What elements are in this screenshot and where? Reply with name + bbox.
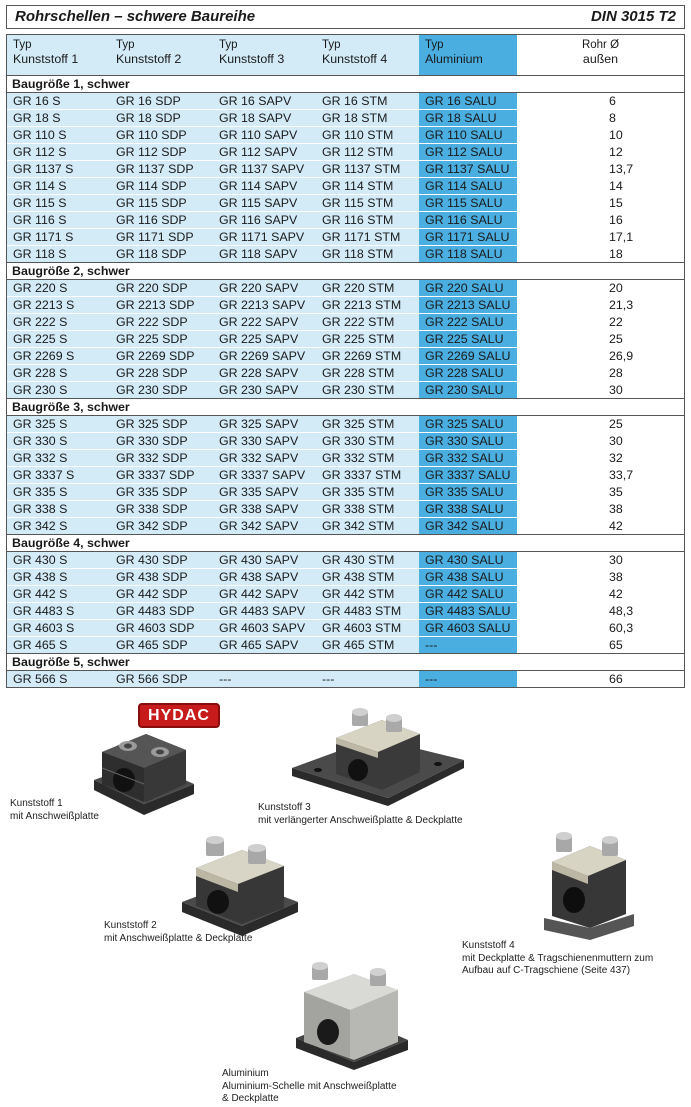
kunststoff-2-cell: GR 442 SDP [110, 586, 213, 603]
kunststoff-3-cell: GR 4483 SAPV [213, 603, 316, 620]
rohr-diameter-cell: 30 [517, 552, 684, 569]
table-row [7, 314, 684, 331]
table-row [7, 229, 684, 246]
aluminium-cell: GR 1137 SALU [419, 161, 517, 178]
kunststoff-2-cell: GR 228 SDP [110, 365, 213, 382]
table-row [7, 348, 684, 365]
kunststoff-3-cell: GR 338 SAPV [213, 501, 316, 518]
kunststoff-1-cell: GR 114 S [7, 178, 110, 195]
table-row [7, 501, 684, 518]
aluminium-cell: GR 16 SALU [419, 93, 517, 110]
kunststoff-2-cell: GR 118 SDP [110, 246, 213, 263]
aluminium-cell: GR 116 SALU [419, 212, 517, 229]
rohr-diameter-cell: 17,1 [517, 229, 684, 246]
kunststoff-4-cell: GR 335 STM [316, 484, 419, 501]
kunststoff-4-cell: GR 330 STM [316, 433, 419, 450]
column-header-kunststoff-2: Typ Kunststoff 2 [110, 35, 213, 76]
kunststoff-3-cell: GR 118 SAPV [213, 246, 316, 263]
kunststoff-4-cell: GR 116 STM [316, 212, 419, 229]
rohr-diameter-cell: 10 [517, 127, 684, 144]
rohr-diameter-cell: 66 [517, 671, 684, 688]
group-label: Baugröße 5, schwer [7, 654, 684, 671]
kunststoff-3-cell: GR 465 SAPV [213, 637, 316, 654]
kunststoff-3-cell: GR 230 SAPV [213, 382, 316, 399]
kunststoff-3-cell: GR 1137 SAPV [213, 161, 316, 178]
kunststoff-2-cell: GR 465 SDP [110, 637, 213, 654]
kunststoff-4-cell: GR 438 STM [316, 569, 419, 586]
kunststoff-1-cell: GR 338 S [7, 501, 110, 518]
kunststoff-3-cell: GR 16 SAPV [213, 93, 316, 110]
kunststoff-2-cell: GR 4603 SDP [110, 620, 213, 637]
aluminium-cell: GR 115 SALU [419, 195, 517, 212]
kunststoff-2-cell: GR 335 SDP [110, 484, 213, 501]
aluminium-cell: GR 430 SALU [419, 552, 517, 569]
kunststoff-1-cell: GR 335 S [7, 484, 110, 501]
kunststoff-1-cell: GR 118 S [7, 246, 110, 263]
kunststoff-4-cell: --- [316, 671, 419, 688]
column-header-kunststoff-3: Typ Kunststoff 3 [213, 35, 316, 76]
kunststoff-2-cell: GR 1137 SDP [110, 161, 213, 178]
kunststoff-3-cell: GR 222 SAPV [213, 314, 316, 331]
table-row [7, 382, 684, 399]
kunststoff-3-cell: GR 325 SAPV [213, 416, 316, 433]
table-row [7, 569, 684, 586]
kunststoff-3-cell: GR 1171 SAPV [213, 229, 316, 246]
aluminium-cell: GR 330 SALU [419, 433, 517, 450]
caption-kunststoff-1: Kunststoff 1 mit Anschweißplatte [10, 798, 99, 822]
kunststoff-1-cell: GR 342 S [7, 518, 110, 535]
rohr-diameter-cell: 16 [517, 212, 684, 229]
kunststoff-1-cell: GR 4483 S [7, 603, 110, 620]
kunststoff-2-cell: GR 16 SDP [110, 93, 213, 110]
column-header-rohr-diameter: Rohr Ø außen [517, 35, 684, 76]
rohr-diameter-cell: 25 [517, 331, 684, 348]
rohr-diameter-cell: 48,3 [517, 603, 684, 620]
rohr-diameter-cell: 38 [517, 569, 684, 586]
rohr-diameter-cell: 33,7 [517, 467, 684, 484]
kunststoff-4-cell: GR 16 STM [316, 93, 419, 110]
table-row [7, 246, 684, 263]
kunststoff-4-cell: GR 3337 STM [316, 467, 419, 484]
rohr-diameter-cell: 32 [517, 450, 684, 467]
kunststoff-2-cell: GR 115 SDP [110, 195, 213, 212]
aluminium-cell: GR 332 SALU [419, 450, 517, 467]
rohr-diameter-cell: 26,9 [517, 348, 684, 365]
aluminium-cell: GR 2269 SALU [419, 348, 517, 365]
kunststoff-2-cell: GR 566 SDP [110, 671, 213, 688]
kunststoff-3-cell: GR 430 SAPV [213, 552, 316, 569]
kunststoff-1-cell: GR 465 S [7, 637, 110, 654]
page-title: Rohrschellen – schwere Baureihe [15, 8, 256, 25]
table-row [7, 586, 684, 603]
aluminium-cell: GR 4483 SALU [419, 603, 517, 620]
kunststoff-2-cell: GR 342 SDP [110, 518, 213, 535]
table-row [7, 161, 684, 178]
rohr-diameter-cell: 22 [517, 314, 684, 331]
kunststoff-2-cell: GR 2213 SDP [110, 297, 213, 314]
table-row [7, 637, 684, 654]
group-label: Baugröße 1, schwer [7, 76, 684, 93]
page-header [6, 5, 685, 29]
kunststoff-2-cell: GR 225 SDP [110, 331, 213, 348]
kunststoff-3-cell: GR 228 SAPV [213, 365, 316, 382]
kunststoff-4-cell: GR 430 STM [316, 552, 419, 569]
group-header-row [7, 535, 684, 552]
rohr-diameter-cell: 42 [517, 586, 684, 603]
kunststoff-2-cell: GR 438 SDP [110, 569, 213, 586]
kunststoff-4-cell: GR 112 STM [316, 144, 419, 161]
kunststoff-4-cell: GR 115 STM [316, 195, 419, 212]
kunststoff-3-cell: GR 4603 SAPV [213, 620, 316, 637]
aluminium-cell: GR 114 SALU [419, 178, 517, 195]
column-header-kunststoff-1: Typ Kunststoff 1 [7, 35, 110, 76]
kunststoff-3-cell: GR 18 SAPV [213, 110, 316, 127]
rohr-diameter-cell: 30 [517, 433, 684, 450]
kunststoff-3-cell: GR 2269 SAPV [213, 348, 316, 365]
kunststoff-1-cell: GR 228 S [7, 365, 110, 382]
kunststoff-1-cell: GR 332 S [7, 450, 110, 467]
kunststoff-1-cell: GR 220 S [7, 280, 110, 297]
kunststoff-3-cell: GR 225 SAPV [213, 331, 316, 348]
rohr-diameter-cell: 35 [517, 484, 684, 501]
kunststoff-3-cell: GR 112 SAPV [213, 144, 316, 161]
kunststoff-3-cell: GR 3337 SAPV [213, 467, 316, 484]
aluminium-cell: GR 442 SALU [419, 586, 517, 603]
kunststoff-2-cell: GR 18 SDP [110, 110, 213, 127]
table-row [7, 280, 684, 297]
kunststoff-1-cell: GR 442 S [7, 586, 110, 603]
aluminium-cell: GR 438 SALU [419, 569, 517, 586]
kunststoff-1-cell: GR 1171 S [7, 229, 110, 246]
kunststoff-1-cell: GR 566 S [7, 671, 110, 688]
kunststoff-4-cell: GR 325 STM [316, 416, 419, 433]
caption-kunststoff-2: Kunststoff 2 mit Anschweißplatte & Deckplatte [104, 920, 253, 944]
caption-kunststoff-4: Kunststoff 4 mit Deckplatte & Tragschienenmuttern zum Aufbau auf C-Tragschiene (Seite 437) [462, 940, 654, 976]
kunststoff-1-cell: GR 225 S [7, 331, 110, 348]
kunststoff-4-cell: GR 114 STM [316, 178, 419, 195]
aluminium-cell: --- [419, 637, 517, 654]
aluminium-cell: GR 18 SALU [419, 110, 517, 127]
kunststoff-1-cell: GR 230 S [7, 382, 110, 399]
aluminium-cell: GR 112 SALU [419, 144, 517, 161]
kunststoff-1-cell: GR 112 S [7, 144, 110, 161]
group-header-row [7, 263, 684, 280]
kunststoff-2-cell: GR 2269 SDP [110, 348, 213, 365]
kunststoff-4-cell: GR 18 STM [316, 110, 419, 127]
table-row [7, 178, 684, 195]
aluminium-cell: GR 225 SALU [419, 331, 517, 348]
aluminium-cell: GR 228 SALU [419, 365, 517, 382]
norm-label: DIN 3015 T2 [590, 8, 676, 25]
rohr-diameter-cell: 20 [517, 280, 684, 297]
kunststoff-1-cell: GR 330 S [7, 433, 110, 450]
group-label: Baugröße 3, schwer [7, 399, 684, 416]
rohr-diameter-cell: 60,3 [517, 620, 684, 637]
kunststoff-4-cell: GR 442 STM [316, 586, 419, 603]
kunststoff-1-cell: GR 2213 S [7, 297, 110, 314]
group-header-row [7, 399, 684, 416]
group-label: Baugröße 2, schwer [7, 263, 684, 280]
kunststoff-1-cell: GR 1137 S [7, 161, 110, 178]
table-row [7, 331, 684, 348]
table-row [7, 433, 684, 450]
aluminium-cell: GR 220 SALU [419, 280, 517, 297]
kunststoff-4-cell: GR 230 STM [316, 382, 419, 399]
group-header-row [7, 76, 684, 93]
kunststoff-2-cell: GR 112 SDP [110, 144, 213, 161]
kunststoff-2-cell: GR 116 SDP [110, 212, 213, 229]
hydac-logo: HYDAC [138, 703, 220, 728]
aluminium-cell: --- [419, 671, 517, 688]
rohr-diameter-cell: 15 [517, 195, 684, 212]
kunststoff-4-cell: GR 1137 STM [316, 161, 419, 178]
aluminium-cell: GR 342 SALU [419, 518, 517, 535]
table-row [7, 127, 684, 144]
aluminium-cell: GR 110 SALU [419, 127, 517, 144]
rohr-diameter-cell: 8 [517, 110, 684, 127]
kunststoff-4-cell: GR 2213 STM [316, 297, 419, 314]
rohr-diameter-cell: 28 [517, 365, 684, 382]
rohr-diameter-cell: 42 [517, 518, 684, 535]
aluminium-cell: GR 230 SALU [419, 382, 517, 399]
table-row [7, 450, 684, 467]
table-row [7, 195, 684, 212]
kunststoff-4-cell: GR 4603 STM [316, 620, 419, 637]
kunststoff-4-cell: GR 332 STM [316, 450, 419, 467]
kunststoff-2-cell: GR 222 SDP [110, 314, 213, 331]
aluminium-cell: GR 2213 SALU [419, 297, 517, 314]
kunststoff-2-cell: GR 110 SDP [110, 127, 213, 144]
table-row [7, 671, 684, 688]
kunststoff-2-cell: GR 338 SDP [110, 501, 213, 518]
kunststoff-1-cell: GR 222 S [7, 314, 110, 331]
kunststoff-4-cell: GR 465 STM [316, 637, 419, 654]
kunststoff-2-cell: GR 1171 SDP [110, 229, 213, 246]
kunststoff-3-clamp-image [288, 698, 468, 808]
kunststoff-2-cell: GR 430 SDP [110, 552, 213, 569]
kunststoff-1-cell: GR 18 S [7, 110, 110, 127]
kunststoff-1-cell: GR 115 S [7, 195, 110, 212]
kunststoff-4-cell: GR 1171 STM [316, 229, 419, 246]
table-row [7, 552, 684, 569]
table-row [7, 93, 684, 110]
kunststoff-2-cell: GR 4483 SDP [110, 603, 213, 620]
kunststoff-4-cell: GR 118 STM [316, 246, 419, 263]
kunststoff-3-cell: GR 438 SAPV [213, 569, 316, 586]
column-header-aluminium: Typ Aluminium [419, 35, 517, 76]
kunststoff-3-cell: GR 330 SAPV [213, 433, 316, 450]
table-row [7, 144, 684, 161]
rohr-diameter-cell: 14 [517, 178, 684, 195]
caption-aluminium: Aluminium Aluminium-Schelle mit Anschweißplatte & Deckplatte [222, 1068, 397, 1104]
group-header-row [7, 654, 684, 671]
group-label: Baugröße 4, schwer [7, 535, 684, 552]
table-body [7, 76, 684, 688]
kunststoff-3-cell: GR 220 SAPV [213, 280, 316, 297]
rohr-diameter-cell: 6 [517, 93, 684, 110]
kunststoff-4-cell: GR 220 STM [316, 280, 419, 297]
table-row [7, 518, 684, 535]
kunststoff-4-cell: GR 110 STM [316, 127, 419, 144]
table-row [7, 467, 684, 484]
rohr-diameter-cell: 13,7 [517, 161, 684, 178]
rohr-diameter-cell: 21,3 [517, 297, 684, 314]
kunststoff-3-cell: GR 116 SAPV [213, 212, 316, 229]
aluminium-cell: GR 222 SALU [419, 314, 517, 331]
kunststoff-4-cell: GR 228 STM [316, 365, 419, 382]
kunststoff-1-cell: GR 110 S [7, 127, 110, 144]
kunststoff-3-cell: GR 335 SAPV [213, 484, 316, 501]
aluminium-cell: GR 325 SALU [419, 416, 517, 433]
aluminium-clamp-image [290, 958, 414, 1070]
kunststoff-1-cell: GR 16 S [7, 93, 110, 110]
table-row [7, 620, 684, 637]
kunststoff-3-cell: --- [213, 671, 316, 688]
kunststoff-1-cell: GR 2269 S [7, 348, 110, 365]
kunststoff-1-cell: GR 325 S [7, 416, 110, 433]
kunststoff-3-cell: GR 332 SAPV [213, 450, 316, 467]
kunststoff-3-cell: GR 342 SAPV [213, 518, 316, 535]
kunststoff-4-cell: GR 2269 STM [316, 348, 419, 365]
kunststoff-2-cell: GR 332 SDP [110, 450, 213, 467]
kunststoff-1-cell: GR 3337 S [7, 467, 110, 484]
kunststoff-2-cell: GR 220 SDP [110, 280, 213, 297]
kunststoff-2-cell: GR 330 SDP [110, 433, 213, 450]
kunststoff-4-clamp-image [530, 828, 642, 948]
table-row [7, 603, 684, 620]
rohr-diameter-cell: 38 [517, 501, 684, 518]
aluminium-cell: GR 335 SALU [419, 484, 517, 501]
kunststoff-1-clamp-image [88, 722, 198, 817]
kunststoff-3-cell: GR 2213 SAPV [213, 297, 316, 314]
kunststoff-3-cell: GR 114 SAPV [213, 178, 316, 195]
kunststoff-2-cell: GR 325 SDP [110, 416, 213, 433]
kunststoff-1-cell: GR 438 S [7, 569, 110, 586]
kunststoff-4-cell: GR 222 STM [316, 314, 419, 331]
kunststoff-1-cell: GR 116 S [7, 212, 110, 229]
aluminium-cell: GR 3337 SALU [419, 467, 517, 484]
rohr-diameter-cell: 30 [517, 382, 684, 399]
table-row [7, 416, 684, 433]
aluminium-cell: GR 118 SALU [419, 246, 517, 263]
rohr-diameter-cell: 25 [517, 416, 684, 433]
kunststoff-4-cell: GR 342 STM [316, 518, 419, 535]
kunststoff-2-cell: GR 3337 SDP [110, 467, 213, 484]
kunststoff-4-cell: GR 4483 STM [316, 603, 419, 620]
table-row [7, 365, 684, 382]
kunststoff-1-cell: GR 4603 S [7, 620, 110, 637]
table-row [7, 212, 684, 229]
product-table [7, 35, 684, 687]
kunststoff-1-cell: GR 430 S [7, 552, 110, 569]
table-row [7, 297, 684, 314]
rohr-diameter-cell: 18 [517, 246, 684, 263]
kunststoff-2-cell: GR 114 SDP [110, 178, 213, 195]
aluminium-cell: GR 1171 SALU [419, 229, 517, 246]
rohr-diameter-cell: 65 [517, 637, 684, 654]
kunststoff-4-cell: GR 338 STM [316, 501, 419, 518]
caption-kunststoff-3: Kunststoff 3 mit verlängerter Anschweißplatte & Deckplatte [258, 802, 463, 826]
kunststoff-3-cell: GR 115 SAPV [213, 195, 316, 212]
kunststoff-4-cell: GR 225 STM [316, 331, 419, 348]
table-row [7, 484, 684, 501]
kunststoff-3-cell: GR 110 SAPV [213, 127, 316, 144]
column-header-kunststoff-4: Typ Kunststoff 4 [316, 35, 419, 76]
aluminium-cell: GR 4603 SALU [419, 620, 517, 637]
kunststoff-3-cell: GR 442 SAPV [213, 586, 316, 603]
table-row [7, 110, 684, 127]
product-table-container [6, 34, 685, 688]
table-header-row [7, 35, 684, 76]
kunststoff-2-cell: GR 230 SDP [110, 382, 213, 399]
aluminium-cell: GR 338 SALU [419, 501, 517, 518]
rohr-diameter-cell: 12 [517, 144, 684, 161]
